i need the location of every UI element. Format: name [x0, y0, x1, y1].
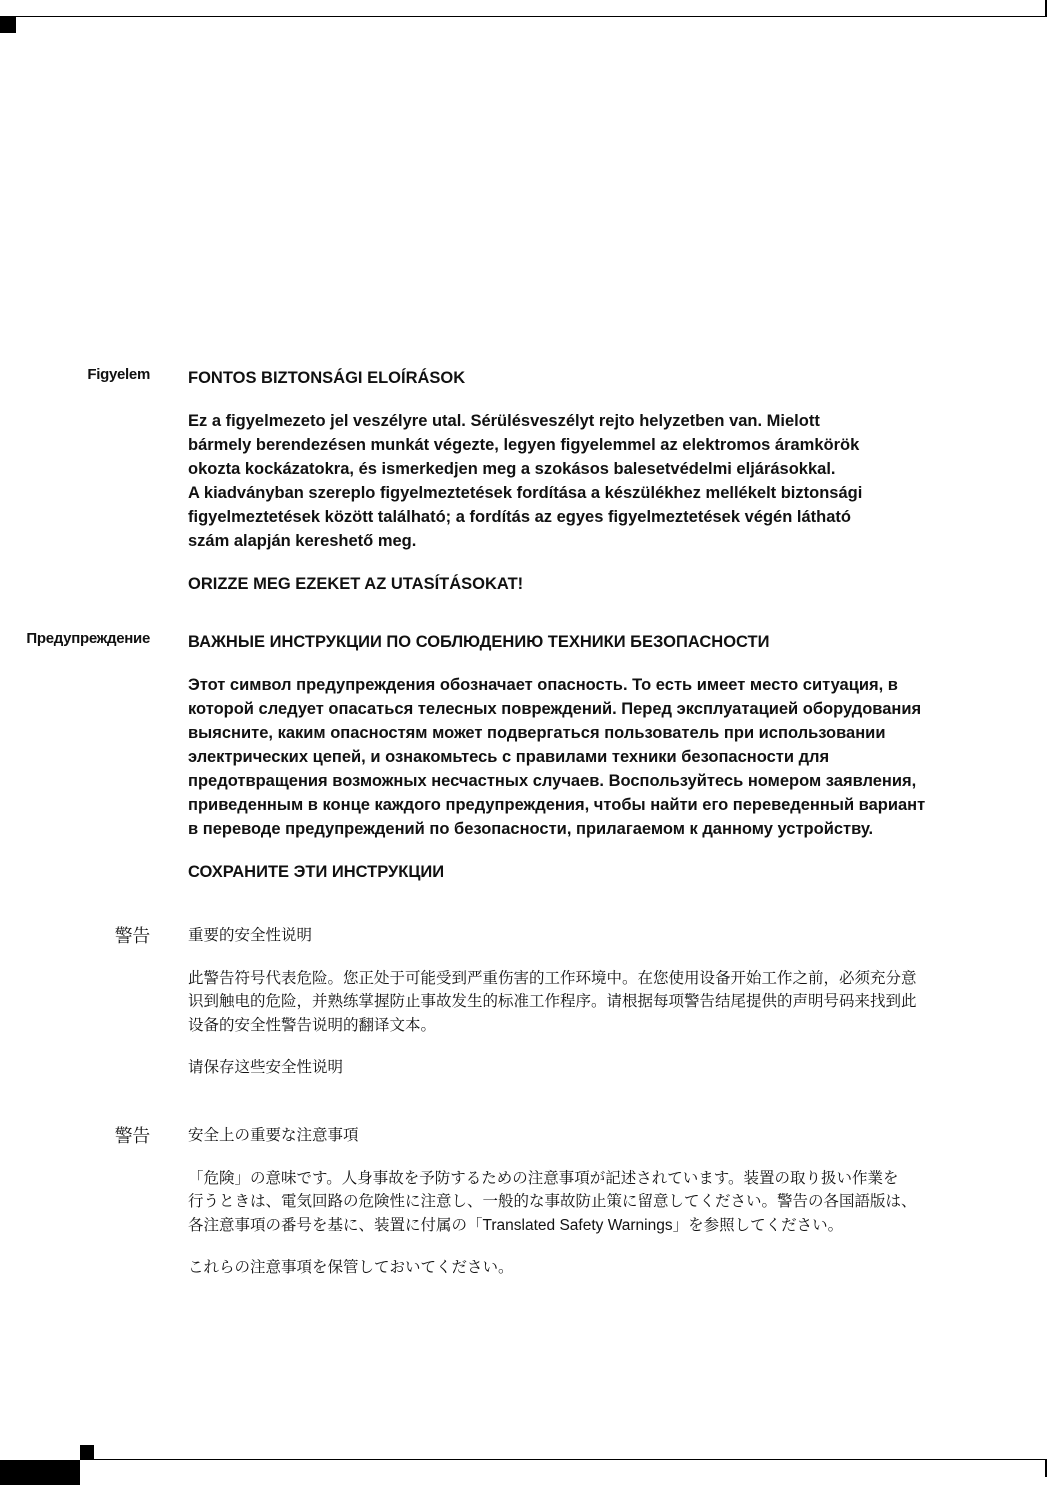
- warning-heading: FONTOS BIZTONSÁGI ELOÍRÁSOK: [188, 369, 466, 387]
- warning-body: [188, 366, 1048, 596]
- warning-text-line: A kiadványban szereplo figyelmeztetések fordítása a készülékhez mellékelt biztonsági: [188, 484, 863, 502]
- warning-text: [188, 673, 1048, 841]
- warning-text-line: 识到触电的危险，并熟练掌握防止事故发生的标准工作程序。请根据每项警告结尾提供的声明号码来找到此: [188, 993, 917, 1010]
- warning-text-line: 此警告符号代表危险。您正处于可能受到严重伤害的工作环境中。在您使用设备开始工作之前，必须充分意: [188, 969, 917, 987]
- footer-rule-tick: [1045, 1459, 1047, 1477]
- warning-label: Предупреждение: [26, 630, 150, 647]
- warning-text-line: 「危険」の意味です。人身事故を予防するための注意事項が記述されています。装置の取り扱い作業を: [188, 1169, 899, 1187]
- warning-text: [188, 409, 1048, 553]
- warning-heading: 重要的安全性说明: [188, 927, 313, 944]
- warning-closing: これらの注意事項を保管しておいてください。: [188, 1259, 514, 1276]
- warning-label: 警告: [114, 926, 150, 946]
- warning-body: [188, 1124, 1048, 1280]
- warning-label: 警告: [114, 1126, 150, 1146]
- warning-text-line: figyelmeztetések között található; a fordítás az egyes figyelmeztetések végén látható: [188, 508, 851, 526]
- header-rule: [0, 16, 1046, 17]
- warning-body: [188, 630, 1048, 884]
- warning-closing: СОХРАНИТЕ ЭТИ ИНСТРУКЦИИ: [188, 863, 445, 881]
- warning-text-line: в переводе предупреждений по безопасности, прилагаемом к данному устройству.: [188, 820, 874, 838]
- warning-text-line: которой следует опасаться телесных повреждений. Перед эксплуатацией оборудования: [188, 700, 922, 718]
- footer-page-tab: [0, 1460, 80, 1485]
- warning-text-line: 设备的安全性警告说明的翻译文本。: [188, 1016, 437, 1034]
- warning-text-line: 行うときは、電気回路の危険性に注意し、一般的な事故防止策に留意してください。警告の各国語版は、: [188, 1193, 917, 1210]
- warning-heading: ВАЖНЫЕ ИНСТРУКЦИИ ПО СОБЛЮДЕНИЮ ТЕХНИКИ БЕЗОПАСНОСТИ: [188, 633, 770, 651]
- warning-text-line: предотвращения возможных несчастных случаев. Воспользуйтесь номером заявления,: [188, 772, 917, 790]
- warning-text-line: szám alapján kereshető meg.: [188, 532, 417, 550]
- warning-text-line: bármely berendezésen munkát végezte, legyen figyelemmel az elektromos áramkörök: [188, 436, 860, 454]
- warning-text-line: выясните, каким опасностям может подвергаться пользователь при использовании: [188, 724, 886, 742]
- header-corner-mark: [0, 17, 16, 33]
- header-rule-tick: [1045, 0, 1047, 17]
- footer-rule: [80, 1459, 1046, 1460]
- warning-text: [188, 1167, 1048, 1238]
- warning-text-line: электрических цепей, и ознакомьтесь с правилами техники безопасности для: [188, 748, 830, 766]
- warning-text-line: okozta kockázatokra, és ismerkedjen meg a szokásos balesetvédelmi eljárásokkal.: [188, 460, 836, 478]
- warning-heading: 安全上の重要な注意事項: [188, 1127, 359, 1144]
- footer-corner-mark: [80, 1445, 94, 1459]
- warning-text-line: Этот символ предупреждения обозначает опасность. То есть имеет место ситуация, в: [188, 676, 898, 694]
- warning-text-line: Ez a figyelmezeto jel veszélyre utal. Sérülésveszélyt rejto helyzetben van. Mielott: [188, 412, 820, 430]
- warning-text: [188, 967, 1048, 1038]
- warning-label: Figyelem: [87, 366, 150, 383]
- warning-text-line: приведенным в конце каждого предупреждения, чтобы найти его переведенный вариант: [188, 796, 926, 814]
- warning-closing: ORIZZE MEG EZEKET AZ UTASÍTÁSOKAT!: [188, 575, 524, 593]
- warning-body: [188, 924, 1048, 1080]
- warning-closing: 请保存这些安全性说明: [188, 1059, 344, 1076]
- warning-text-line: 各注意事項の番号を基に、装置に付属の「Translated Safety Warnings」を参照してください。: [188, 1216, 844, 1234]
